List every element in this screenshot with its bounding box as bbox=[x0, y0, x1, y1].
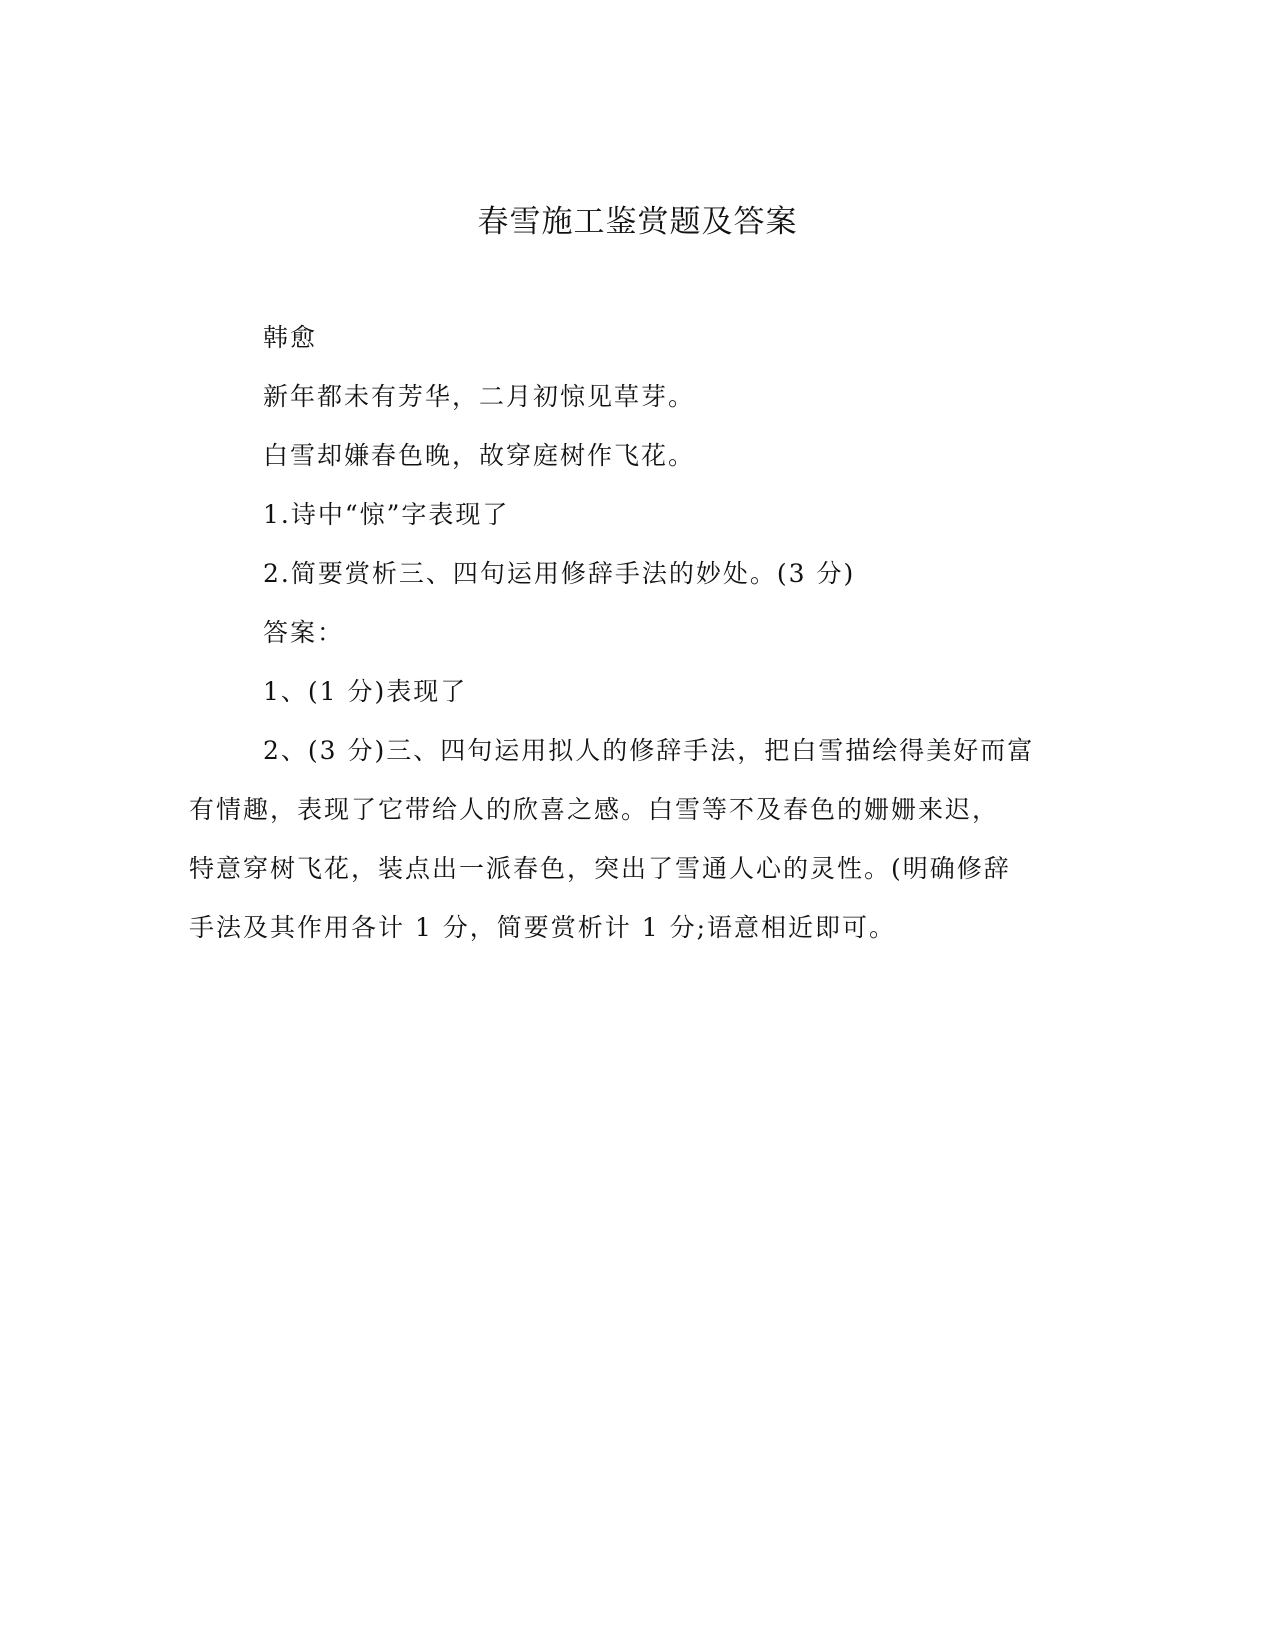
answer-2-line-4: 手法及其作用各计 1 分，简要赏析计 1 分;语意相近即可。 bbox=[189, 913, 897, 942]
question-1: 1.诗中“惊”字表现了 bbox=[263, 500, 510, 529]
answer-heading: 答案： bbox=[263, 618, 345, 647]
answer-2-line-3: 特意穿树飞花，装点出一派春色，突出了雪通人心的灵性。(明确修辞 bbox=[189, 854, 1011, 883]
page-title: 春雪施工鉴赏题及答案 bbox=[477, 204, 798, 240]
answer-1: 1、(1 分)表现了 bbox=[263, 677, 468, 706]
question-2: 2.简要赏析三、四句运用修辞手法的妙处。(3 分) bbox=[263, 559, 856, 588]
poem-line-2: 白雪却嫌春色晚，故穿庭树作飞花。 bbox=[263, 441, 696, 470]
answer-2-line-2: 有情趣，表现了它带给人的欣喜之感。白雪等不及春色的姗姗来迟， bbox=[189, 795, 1000, 824]
author-line: 韩愈 bbox=[263, 323, 318, 352]
poem-line-1: 新年都未有芳华，二月初惊见草芽。 bbox=[263, 382, 696, 411]
answer-2-line-1: 2、(3 分)三、四句运用拟人的修辞手法，把白雪描绘得美好而富 bbox=[263, 736, 1035, 765]
